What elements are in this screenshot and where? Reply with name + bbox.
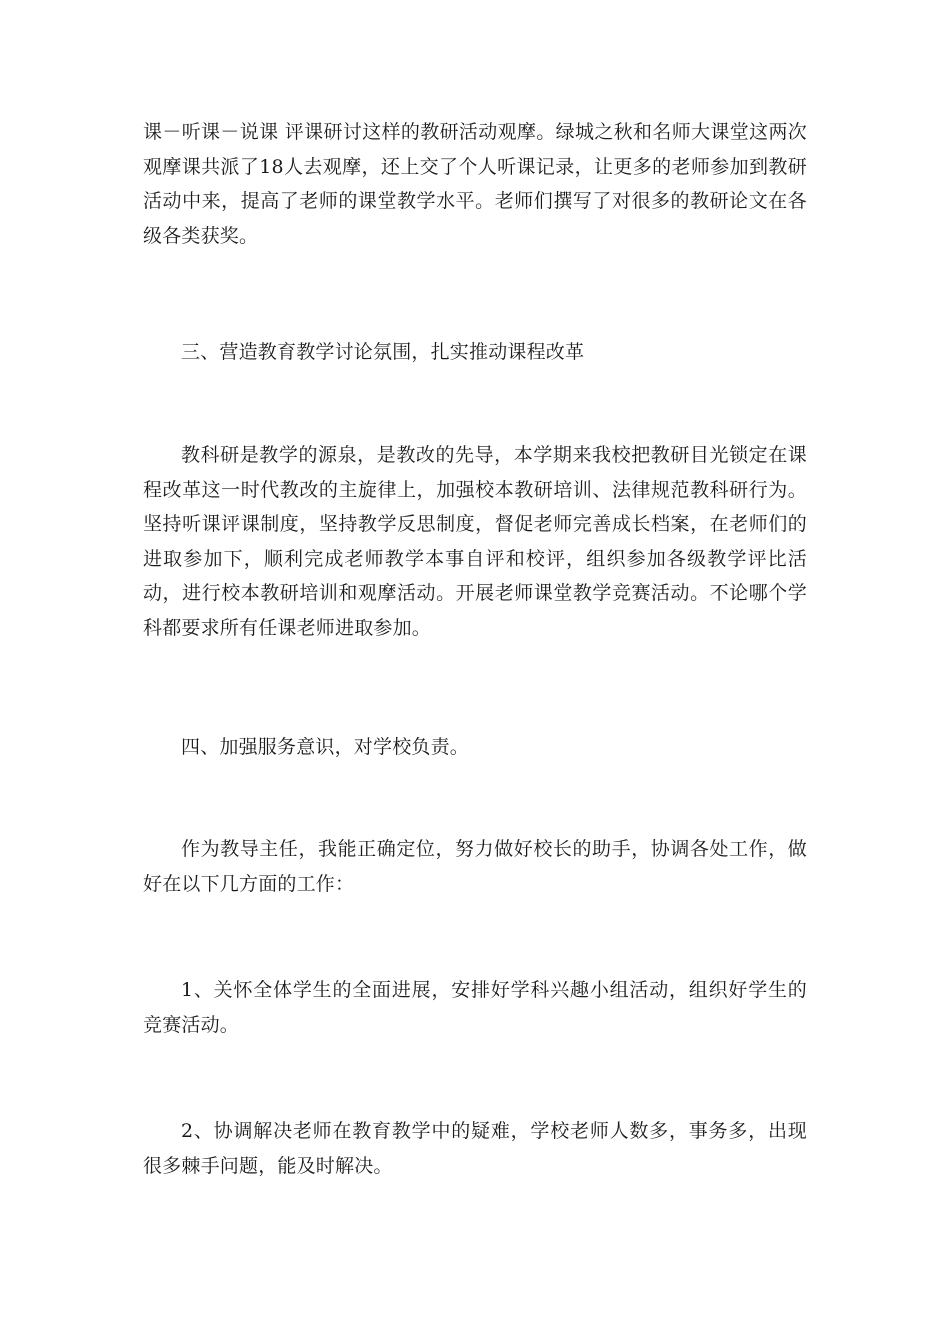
paragraph-research-reform: 教科研是教学的源泉，是教改的先导，本学期来我校把教研目光锁定在课程改革这一时代教改的主旋律上，加强校本教研培训、法律规范教科研行为。坚持听课评课制度，坚持教学反思制度，督促老师完善成长档案，在老师们的进取参加下，顺利完成老师教学本事自评和校评，组织参加各级教学评比活动，进行校本教研培训和观摩活动。开展老师课堂教学竞赛活动。不论哪个学科都要求所有任课老师进取参加。 xyxy=(143,444,807,639)
section-heading-three: 三、营造教育教学讨论氛围，扎实推动课程改革 xyxy=(181,341,585,363)
paragraph-teaching-observation: 课－听课－说课 评课研讨这样的教研活动观摩。绿城之秋和名师大课堂这两次观摩课共派了18人去观摩，还上交了个人听课记录，让更多的老师参加到教研活动中来，提高了老师的课堂教学水平。老师们撰写了对很多的教研论文在各级各类获奖。 xyxy=(143,121,807,247)
list-item-student-development: 1、关怀全体学生的全面进展，安排好学科兴趣小组活动，组织好学生的竞赛活动。 xyxy=(143,979,807,1036)
paragraph-director-role: 作为教导主任，我能正确定位，努力做好校长的助手，协调各处工作，做好在以下几方面的工作： xyxy=(143,838,807,895)
list-item-teacher-coordination: 2、协调解决老师在教育教学中的疑难，学校老师人数多，事务多，出现很多棘手问题，能及时解决。 xyxy=(143,1120,807,1177)
section-heading-four: 四、加强服务意识，对学校负责。 xyxy=(181,736,470,758)
